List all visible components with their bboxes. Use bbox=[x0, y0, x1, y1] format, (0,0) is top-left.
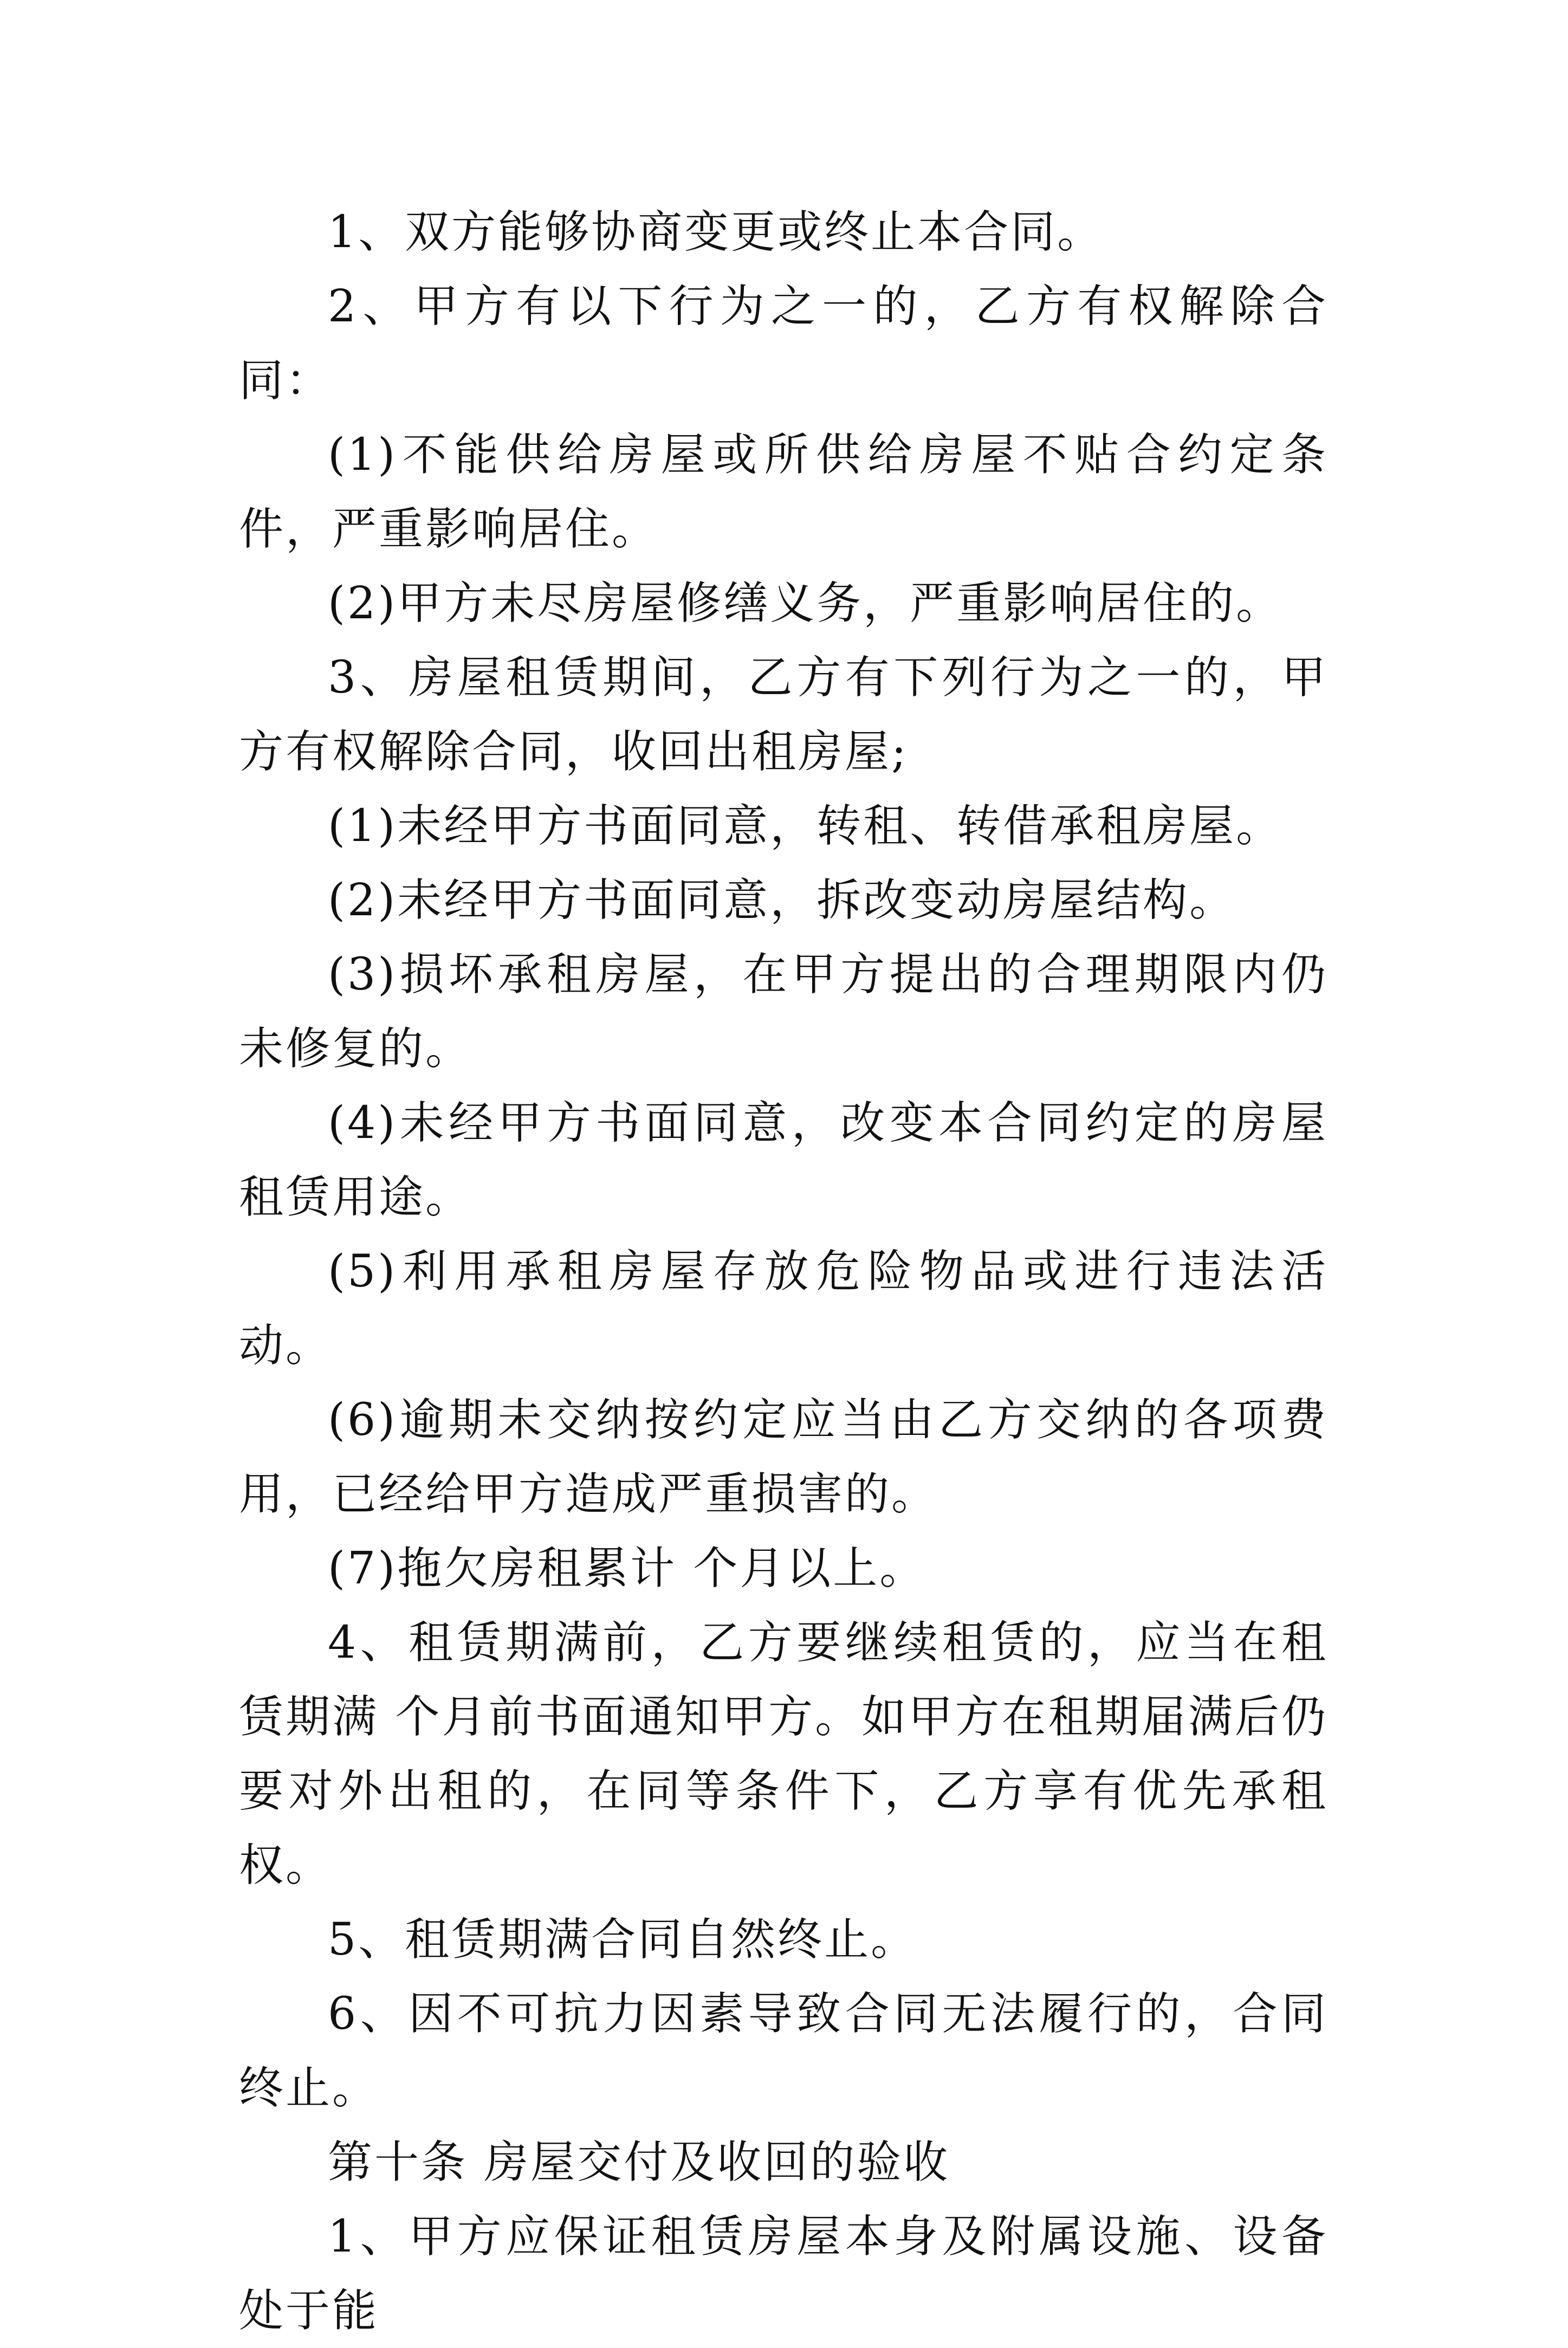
clause-3: 3、房屋租赁期间，乙方有下列行为之一的，甲方有权解除合同，收回出租房屋; bbox=[239, 652, 1328, 778]
clause-2-item-1: (1)不能供给房屋或所供给房屋不贴合约定条件，严重影响居住。 bbox=[239, 429, 1328, 555]
clause-2-item-2: (2)甲方未尽房屋修缮义务，严重影响居住的。 bbox=[328, 578, 1283, 629]
clause-3-item-4: (4)未经甲方书面同意，改变本合同约定的房屋租赁用途。 bbox=[239, 1097, 1328, 1223]
clause-3-item-7: (7)拖欠房租累计 个月以上。 bbox=[328, 1543, 926, 1594]
clause-6: 6、因不可抗力因素导致合同无法履行的，合同终止。 bbox=[239, 1988, 1328, 2114]
clause-2: 2、甲方有以下行为之一的，乙方有权解除合同： bbox=[239, 281, 1328, 406]
clause-3-item-1: (1)未经甲方书面同意，转租、转借承租房屋。 bbox=[328, 800, 1283, 852]
clause-1: 1、双方能够协商变更或终止本合同。 bbox=[328, 206, 1104, 258]
clause-3-item-3: (3)损坏承租房屋，在甲方提出的合理期限内仍未修复的。 bbox=[239, 949, 1328, 1075]
clause-4: 4、租赁期满前，乙方要继续租赁的，应当在租赁期满 个月前书面通知甲方。如甲方在租期届满后仍要对外出租的，在同等条件下，乙方享有优先承租权。 bbox=[239, 1617, 1328, 1891]
clause-3-item-6: (6)逾期未交纳按约定应当由乙方交纳的各项费用，已经给甲方造成严重损害的。 bbox=[239, 1394, 1328, 1520]
clause-5: 5、租赁期满合同自然终止。 bbox=[328, 1914, 918, 1965]
article-10-heading: 第十条 房屋交付及收回的验收 bbox=[328, 2137, 950, 2188]
clause-3-item-5: (5)利用承租房屋存放危险物品或进行违法活动。 bbox=[239, 1246, 1328, 1372]
article-10-clause-1: 1、甲方应保证租赁房屋本身及附属设施、设备处于能 bbox=[239, 2211, 1328, 2337]
document-body bbox=[239, 195, 1328, 2348]
clause-3-item-2: (2)未经甲方书面同意，拆改变动房屋结构。 bbox=[328, 875, 1236, 926]
